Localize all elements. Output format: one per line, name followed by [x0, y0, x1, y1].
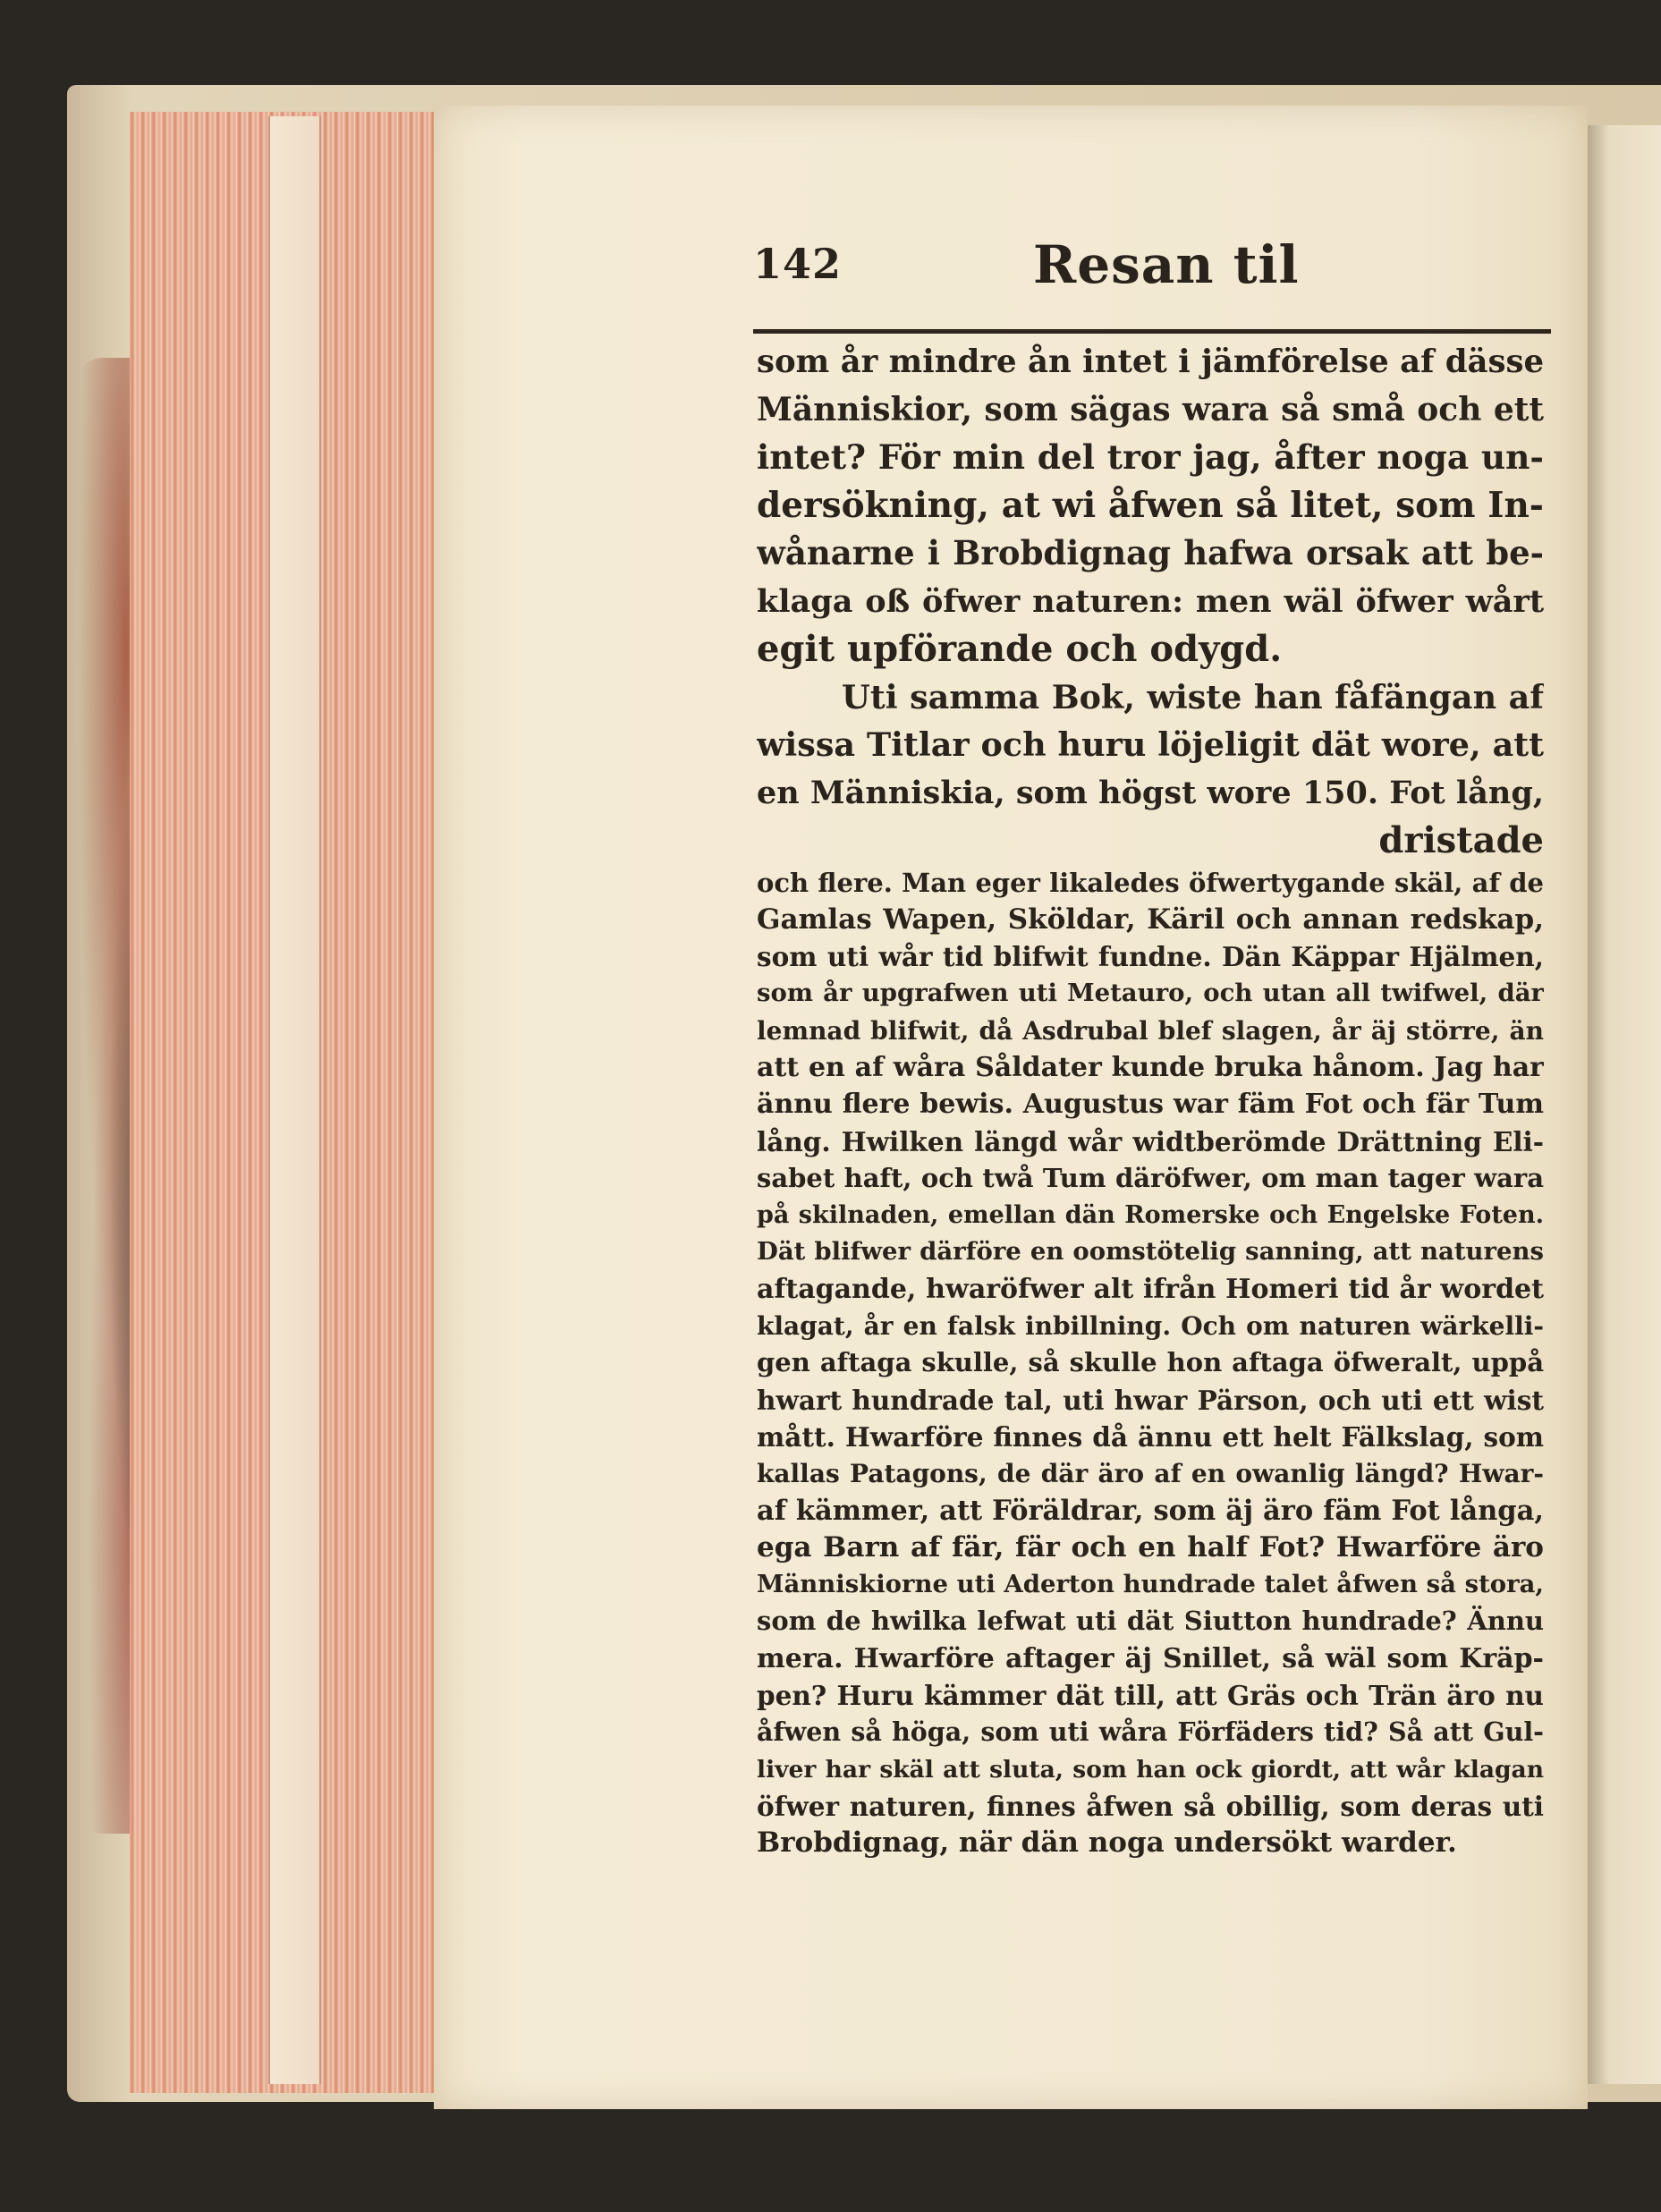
text-line: på skilnaden, emellan dän Romerske och Engelske Foten. [757, 1201, 1544, 1230]
text-line: wånarne i Brobdignag hafwa orsak att be- [757, 533, 1544, 572]
text-line: Uti samma Bok, wiste han fåfängan af [842, 677, 1544, 716]
text-line: öfwer naturen, finnes åfwen så obillig, som deras uti [757, 1790, 1544, 1822]
catchword: dristade [1378, 819, 1544, 861]
text-line: ega Barn af fär, fär och en half Fot? Hwarföre äro [757, 1530, 1544, 1564]
text-line: Gamlas Wapen, Sköldar, Käril och annan redskap, [757, 903, 1544, 936]
text-line: Dät blifwer därföre en oomstötelig sanning, att naturens [757, 1237, 1544, 1267]
text-line: mera. Hwarföre aftager äj Snillet, så wäl som Kräp- [757, 1642, 1544, 1674]
text-line: en Människia, som högst wore 150. Fot lång, [757, 774, 1544, 811]
text-line: pen? Huru kämmer dät till, att Gräs och Trän äro nu [757, 1680, 1544, 1712]
text-line: som uti wår tid blifwit fundne. Dän Käppar Hjälmen, [757, 941, 1544, 973]
text-line: hwart hundrade tal, uti hwar Pärson, och uti ett wist [757, 1384, 1544, 1416]
text-line: dersökning, at wi åfwen så litet, som In- [757, 484, 1544, 526]
text-line: sabet haft, och twå Tum däröfwer, om man tager wara [757, 1162, 1544, 1193]
text-line: intet? För min del tror jag, åfter noga un- [757, 437, 1544, 477]
text-line: åfwen så höga, som uti wåra Förfäders tid? Så att Gul- [757, 1716, 1544, 1748]
text-line: mått. Hwarföre finnes då ännu ett helt Fälkslag, som [757, 1420, 1544, 1453]
text-line: som de hwilka lefwat uti dät Siutton hundrade? Ännu [757, 1606, 1544, 1637]
text-line: klagat, år en falsk inbillning. Och om naturen wärkelli- [757, 1311, 1544, 1342]
text-line: att en af wåra Såldater kunde bruka hånom. Jag har [757, 1051, 1544, 1083]
facing-page [1588, 125, 1661, 2084]
text-line: som år mindre ån intet i jämförelse af dässe [757, 343, 1544, 380]
header-rule [753, 329, 1551, 334]
text-line: af kämmer, att Föräldrar, som äj äro fäm Fot långa, [757, 1494, 1544, 1527]
text-line: ännu flere bewis. Augustus war fäm Fot och fär Tum [757, 1089, 1544, 1121]
text-line: Människior, som sägas wara så små och ett [757, 390, 1544, 428]
running-head: Resan til [1033, 234, 1300, 295]
page-edges-gap [268, 116, 321, 2084]
text-line: Brobdignag, när dän noga undersökt warder. [757, 1826, 1457, 1860]
page-text [757, 338, 1544, 1862]
page-number: 142 [753, 240, 843, 288]
text-line: aftagande, hwaröfwer alt ifrån Homeri tid år wordet [757, 1273, 1544, 1305]
text-line: egit upförande och odygd. [757, 628, 1283, 670]
text-line: Människiorne uti Aderton hundrade talet åfwen så stora, [757, 1570, 1544, 1599]
text-line: lemnad blifwit, då Asdrubal blef slagen, år äj större, än [757, 1015, 1544, 1046]
text-line: lång. Hwilken längd wår widtberömde Drättning Eli- [757, 1125, 1544, 1157]
text-line: och flere. Man eger likaledes öfwertygande skäl, af de [757, 867, 1544, 898]
text-line: gen aftaga skulle, så skulle hon aftaga öfweralt, uppå [757, 1347, 1544, 1378]
text-line: liver har skäl att sluta, som han ock giordt, att wår klagan [757, 1755, 1544, 1784]
text-line: wissa Titlar och huru löjeligit dät wore, att [757, 725, 1544, 764]
text-line: klaga oß öfwer naturen: men wäl öfwer wårt [757, 582, 1544, 620]
text-line: kallas Patagons, de där äro af en owanlig längd? Hwar- [757, 1459, 1544, 1489]
text-line: som år upgrafwen uti Metauro, och utan all twifwel, där [757, 979, 1544, 1008]
